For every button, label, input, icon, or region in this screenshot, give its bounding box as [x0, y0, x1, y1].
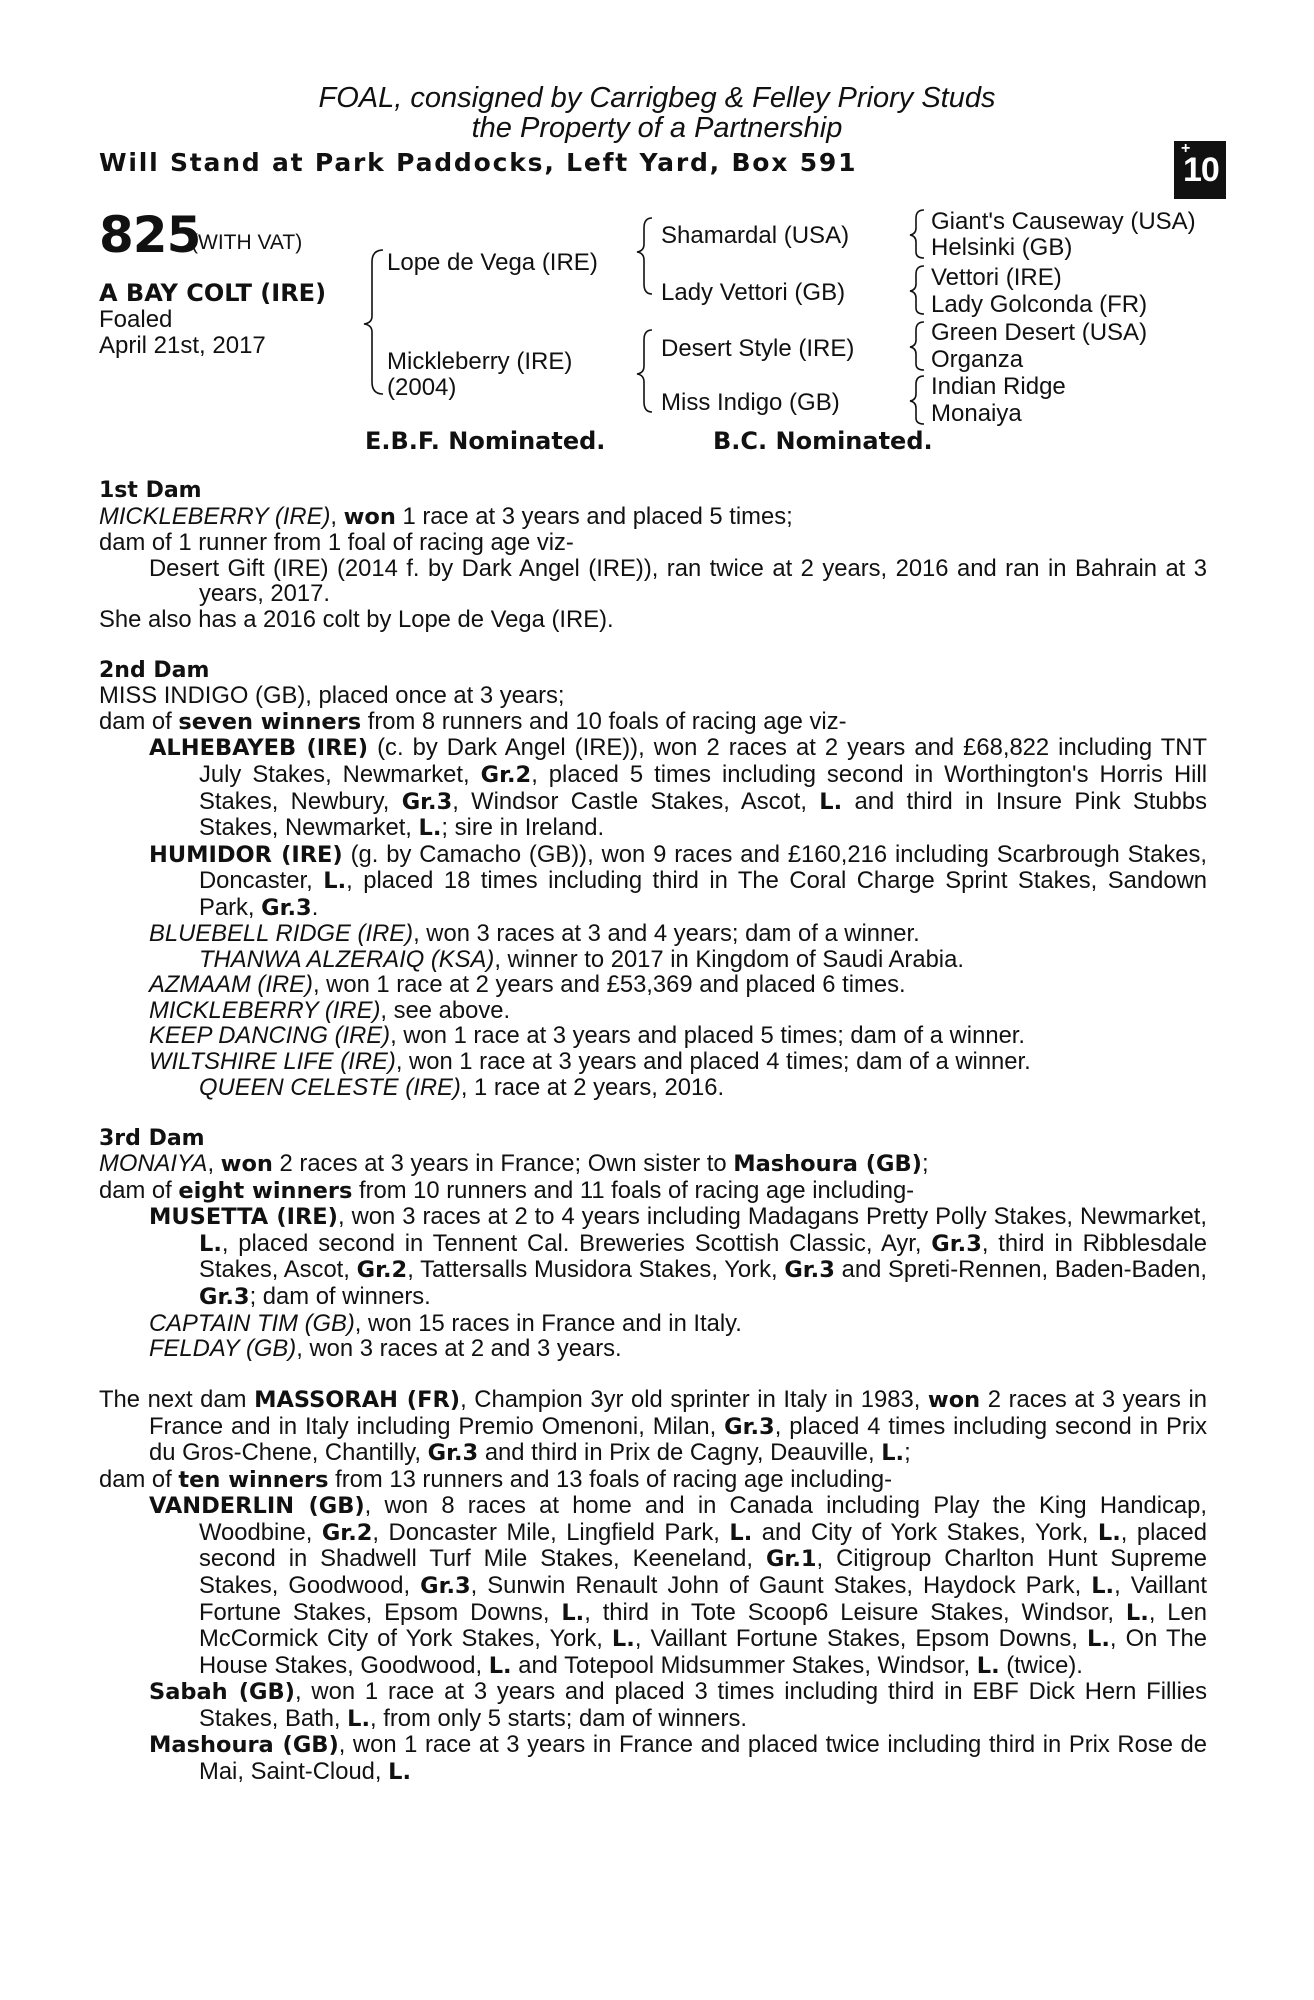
first-dam-runner: Desert Gift (IRE) (2014 f. by Dark Angel (IRE)), ran twice at 2 years, 2016 and ran in Bahrain at 3 years, 2017.	[149, 554, 1207, 608]
runner-wiltshire-life: WILTSHIRE LIFE (IRE), won 1 race at 3 years and placed 4 times; dam of a winner.	[149, 1048, 1031, 1076]
foaled-date: April 21st, 2017	[99, 332, 266, 359]
runner-humidor: HUMIDOR (IRE) (g. by Camacho (GB)), won 9 races and £160,216 including Scarbrough Stakes, Doncaster, L., placed 18 times including third in The Coral Charge Sprint Stakes, Sandown Park, Gr.3.	[149, 840, 1207, 921]
runner-felday: FELDAY (GB), won 3 races at 2 and 3 years.	[149, 1335, 622, 1363]
first-dam-note: She also has a 2016 colt by Lope de Vega (IRE).	[99, 605, 614, 633]
runner-vanderlin: VANDERLIN (GB), won 8 races at home and in Canada including Play the King Handicap, Woodbine, Gr.2, Doncaster Mile, Lingfield Park, L. and City of York Stakes, York, L., placed second in Shadwell Turf Mile Stakes, Keeneland, Gr.1, Citigroup Charlton Hunt Supreme Stakes, Goodwood, Gr.3, Sunwin Renault John of Gaunt Stakes, Haydock Park, L., Vaillant Fortune Stakes, Epsom Downs, L., third in Tote Scoop6 Leisure Stakes, Windsor, L., Len McCormick City of York Stakes, York, L., Vaillant Fortune Stakes, Epsom Downs, L., On The House Stakes, Goodwood, L. and Totepool Midsummer Stakes, Windsor, L. (twice).	[149, 1492, 1208, 1679]
foaled-label: Foaled	[99, 306, 173, 333]
badge-number: 10	[1183, 151, 1219, 189]
runner-keep-dancing: KEEP DANCING (IRE), won 1 race at 3 years and placed 5 times; dam of a winner.	[149, 1022, 1026, 1050]
sire-dam: Lady Vettori (GB)	[661, 279, 846, 306]
runner-alhebayeb: ALHEBAYEB (IRE) (c. by Dark Angel (IRE)), won 2 races at 2 years and £68,822 including TNT July Stakes, Newmarket, Gr.2, placed 5 times including second in Worthington's Horris Hill Stakes, Newbury, Gr.3, Windsor Castle Stakes, Ascot, L. and third in Insure Pink Stubbs Stakes, Newmarket, L.; sire in Ireland.	[149, 734, 1207, 842]
g-dam-dam-sire: Indian Ridge	[931, 373, 1066, 400]
lot-number: 825	[99, 206, 201, 264]
ebf-nominated: E.B.F. Nominated.	[365, 427, 606, 455]
dam-year: (2004)	[387, 374, 457, 401]
g-sire-sire-dam: Helsinki (GB)	[931, 234, 1073, 261]
runner-sabah: Sabah (GB), won 1 race at 3 years and placed 3 times including third in EBF Dick Hern Fillies Stakes, Bath, L., from only 5 starts; dam of winners.	[149, 1678, 1207, 1732]
dam-sire: Desert Style (IRE)	[661, 335, 855, 362]
runner-azmaam: AZMAAM (IRE), won 1 race at 2 years and £53,369 and placed 6 times.	[149, 971, 906, 999]
third-dam-line: MONAIYA, won 2 races at 3 years in France; Own sister to Mashoura (GB);	[99, 1150, 929, 1178]
bracket-main	[364, 250, 383, 394]
consignor-line: FOAL, consigned by Carrigbeg & Felley Priory Studs	[318, 82, 996, 114]
second-dam-produce: dam of seven winners from 8 runners and 10 foals of racing age viz-	[99, 707, 847, 735]
third-dam-heading: 3rd Dam	[99, 1125, 205, 1151]
second-dam-heading: 2nd Dam	[99, 657, 210, 683]
property-line: the Property of a Partnership	[471, 112, 843, 144]
second-dam-line: MISS INDIGO (GB), placed once at 3 years;	[99, 682, 565, 710]
g-sire-dam-dam: Lady Golconda (FR)	[931, 291, 1148, 318]
dam-name: Mickleberry (IRE)	[387, 348, 573, 375]
g-dam-sire-sire: Green Desert (USA)	[931, 319, 1148, 346]
third-dam-produce: dam of eight winners from 10 runners and 11 foals of racing age including-	[99, 1176, 915, 1204]
bracket-sd	[910, 266, 924, 314]
bracket-sire	[637, 218, 652, 294]
runner-mashoura: Mashoura (GB), won 1 race at 3 years in France and placed twice including third in Prix Rose de Mai, Saint-Cloud, L.	[149, 1731, 1208, 1785]
runner-thanwa-alzeraiq: THANWA ALZERAIQ (KSA), winner to 2017 in Kingdom of Saudi Arabia.	[199, 945, 964, 973]
runner-queen-celeste: QUEEN CELESTE (IRE), 1 race at 2 years, 2016.	[199, 1073, 725, 1101]
badge-plus: +	[1181, 140, 1191, 157]
stand-location: Will Stand at Park Paddocks, Left Yard, Box 591	[99, 148, 858, 177]
next-dam-produce: dam of ten winners from 13 runners and 13 foals of racing age including-	[99, 1465, 893, 1493]
sire: Lope de Vega (IRE)	[387, 249, 598, 276]
runner-musetta: MUSETTA (IRE), won 3 races at 2 to 4 years including Madagans Pretty Polly Stakes, Newmarket, L., placed second in Tennent Cal. Breweries Scottish Classic, Ayr, Gr.3, third in Ribblesdale Stakes, Ascot, Gr.2, Tattersalls Musidora Stakes, York, Gr.3 and Spreti-Rennen, Baden-Baden, Gr.3; dam of winners.	[149, 1203, 1207, 1310]
runner-captain-tim: CAPTAIN TIM (GB), won 15 races in France and in Italy.	[149, 1309, 742, 1337]
runner-bluebell-ridge: BLUEBELL RIDGE (IRE), won 3 races at 3 and 4 years; dam of a winner.	[149, 920, 920, 948]
horse-name: A BAY COLT (IRE)	[99, 279, 327, 307]
bracket-ds	[910, 322, 924, 370]
first-dam-line: MICKLEBERRY (IRE), won 1 race at 3 years and placed 5 times;	[99, 502, 793, 530]
sire-sire: Shamardal (USA)	[661, 222, 850, 249]
bc-nominated: B.C. Nominated.	[713, 427, 933, 455]
g-dam-sire-dam: Organza	[931, 346, 1024, 373]
g-dam-dam-dam: Monaiya	[931, 400, 1022, 427]
bracket-dd	[910, 376, 924, 424]
bracket-dam	[637, 330, 652, 412]
first-dam-heading: 1st Dam	[99, 478, 202, 503]
first-dam-produce: dam of 1 runner from 1 foal of racing age viz-	[99, 529, 574, 557]
dam-dam: Miss Indigo (GB)	[661, 389, 840, 416]
next-dam-line: The next dam MASSORAH (FR), Champion 3yr old sprinter in Italy in 1983, won 2 races at 3 years in France and in Italy including Premio Omenoni, Milan, Gr.3, placed 4 times including second in Prix du Gros-Chene, Chantilly, Gr.3 and third in Prix de Cagny, Deauville, L.;	[99, 1386, 1208, 1467]
g-sire-sire-sire: Giant's Causeway (USA)	[931, 208, 1196, 235]
vat-note: (WITH VAT)	[191, 231, 303, 254]
bracket-ss	[910, 210, 924, 258]
runner-mickleberry: MICKLEBERRY (IRE), see above.	[149, 996, 511, 1024]
g-sire-dam-sire: Vettori (IRE)	[931, 264, 1062, 291]
catalogue-body	[99, 478, 1207, 1785]
